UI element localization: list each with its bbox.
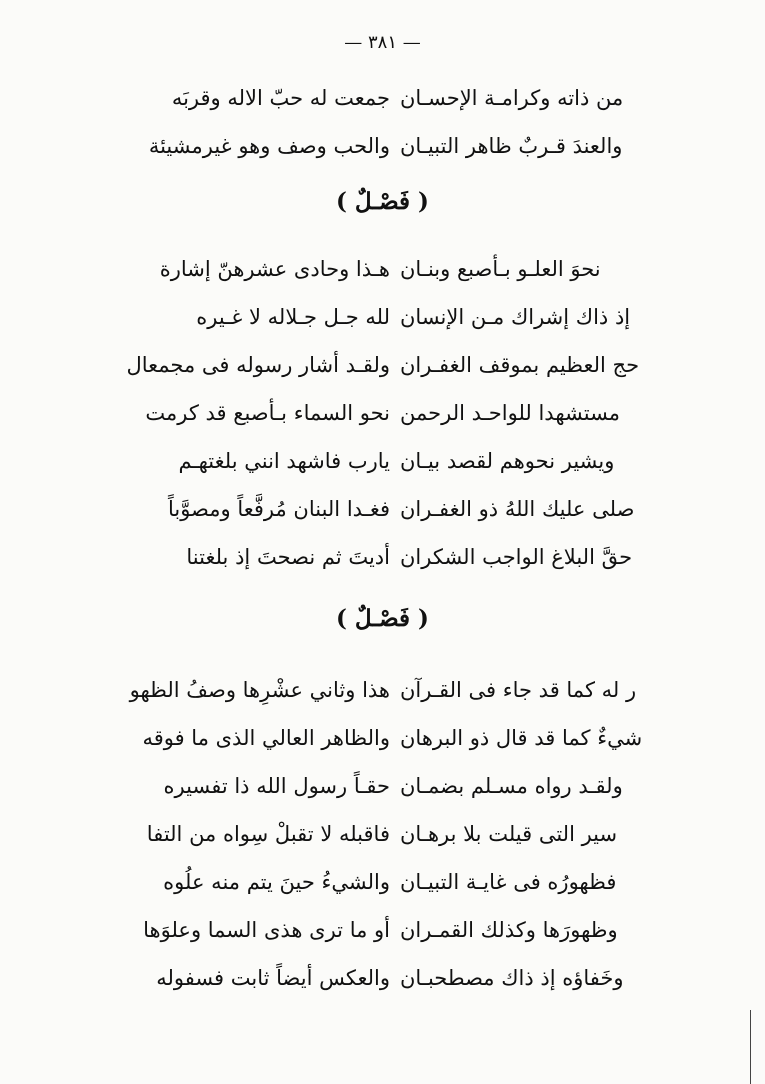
verse-second-hemistich: ولقـد رواه مسـلم بضمـان — [400, 774, 623, 798]
verse-block-1 — [100, 74, 685, 170]
verse-line — [100, 245, 685, 293]
verse-second-hemistich: من ذاته وكرامـة الإحسـان — [400, 86, 624, 110]
verse-line — [100, 341, 685, 389]
verse-line — [100, 906, 685, 954]
verse-first-hemistich: أو ما ترى هذى السما وعلوَها — [143, 918, 390, 942]
verse-first-hemistich: هذا وثاني عشْرِها وصفُ الظهو — [129, 678, 390, 702]
page-number: — ٣٨١ — — [344, 32, 421, 53]
verse-line — [100, 533, 685, 581]
verse-second-hemistich: حج العظيم بموقف الغفـران — [400, 353, 640, 377]
verse-second-hemistich: وظهورَها وكذلك القمـران — [400, 918, 618, 942]
verse-second-hemistich: وخَفاؤه إذ ذاك مصطحبـان — [400, 966, 624, 990]
verse-line — [100, 810, 685, 858]
verse-first-hemistich: فغـدا البنان مُرفَّعاً ومصوَّباً — [167, 497, 390, 521]
verse-second-hemistich: حقَّ البلاغ الواجب الشكران — [400, 545, 633, 569]
verse-first-hemistich: جمعت له حبّ الاله وقربَه — [171, 86, 390, 110]
verse-first-hemistich: والحب وصف وهو غيرمشيئة — [148, 134, 390, 158]
verse-block-2 — [100, 245, 685, 581]
verse-line — [100, 437, 685, 485]
verse-line — [100, 762, 685, 810]
verse-second-hemistich: شيءٌ كما قد قال ذو البرهان — [400, 726, 643, 750]
verse-second-hemistich: صلى عليك اللهُ ذو الغفـران — [400, 497, 635, 521]
section-heading: ( فَصْـلٌ ) — [336, 605, 429, 632]
verse-second-hemistich: مستشهدا للواحـد الرحمن — [400, 401, 621, 425]
verse-second-hemistich: والعندَ قـربٌ ظاهر التبيـان — [400, 134, 623, 158]
verse-first-hemistich: حقـاً رسول الله ذا تفسيره — [163, 774, 390, 798]
verse-line — [100, 954, 685, 1002]
verse-line — [100, 74, 685, 122]
verse-first-hemistich: نحو السماء بـأصبع قد كرمت — [145, 401, 390, 425]
verse-second-hemistich: سير التى قيلت بلا برهـان — [400, 822, 618, 846]
verse-first-hemistich: والظاهر العالي الذى ما فوقه — [142, 726, 390, 750]
verse-line — [100, 714, 685, 762]
verse-line — [100, 293, 685, 341]
verse-first-hemistich: ولقـد أشار رسوله فى مجمعال — [126, 353, 390, 377]
verse-first-hemistich: والعكس أيضاً ثابت فسفوله — [156, 966, 390, 990]
verse-line — [100, 389, 685, 437]
verse-second-hemistich: نحوَ العلـو بـأصبع وبنـان — [400, 257, 601, 281]
verse-line — [100, 858, 685, 906]
verse-line — [100, 485, 685, 533]
verse-second-hemistich: ر له كما قد جاء فى القـرآن — [400, 678, 637, 702]
verse-line — [100, 666, 685, 714]
verse-second-hemistich: ويشير نحوهم لقصد بيـان — [400, 449, 615, 473]
verse-first-hemistich: والشيءُ حينَ يتم منه علُوه — [163, 870, 390, 894]
verse-first-hemistich: هـذا وحادى عشرهنّ إشارة — [159, 257, 390, 281]
section-heading: ( فَصْـلٌ ) — [336, 188, 429, 215]
verse-line — [100, 122, 685, 170]
verse-first-hemistich: يارب فاشهد انني بلغتهـم — [178, 449, 390, 473]
verse-second-hemistich: إذ ذاك إشراك مـن الإنسان — [400, 305, 631, 329]
verse-first-hemistich: فاقبله لا تقبلْ سِواه من التفا — [146, 822, 390, 846]
verse-second-hemistich: فظهورُه فى غايـة التبيـان — [400, 870, 617, 894]
verse-block-3 — [100, 666, 685, 1002]
verse-first-hemistich: لله جـل جـلاله لا غـيره — [196, 305, 390, 329]
verse-first-hemistich: أديتَ ثم نصحتَ إذ بلغتنا — [186, 545, 390, 569]
scan-edge-line — [750, 1010, 751, 1084]
